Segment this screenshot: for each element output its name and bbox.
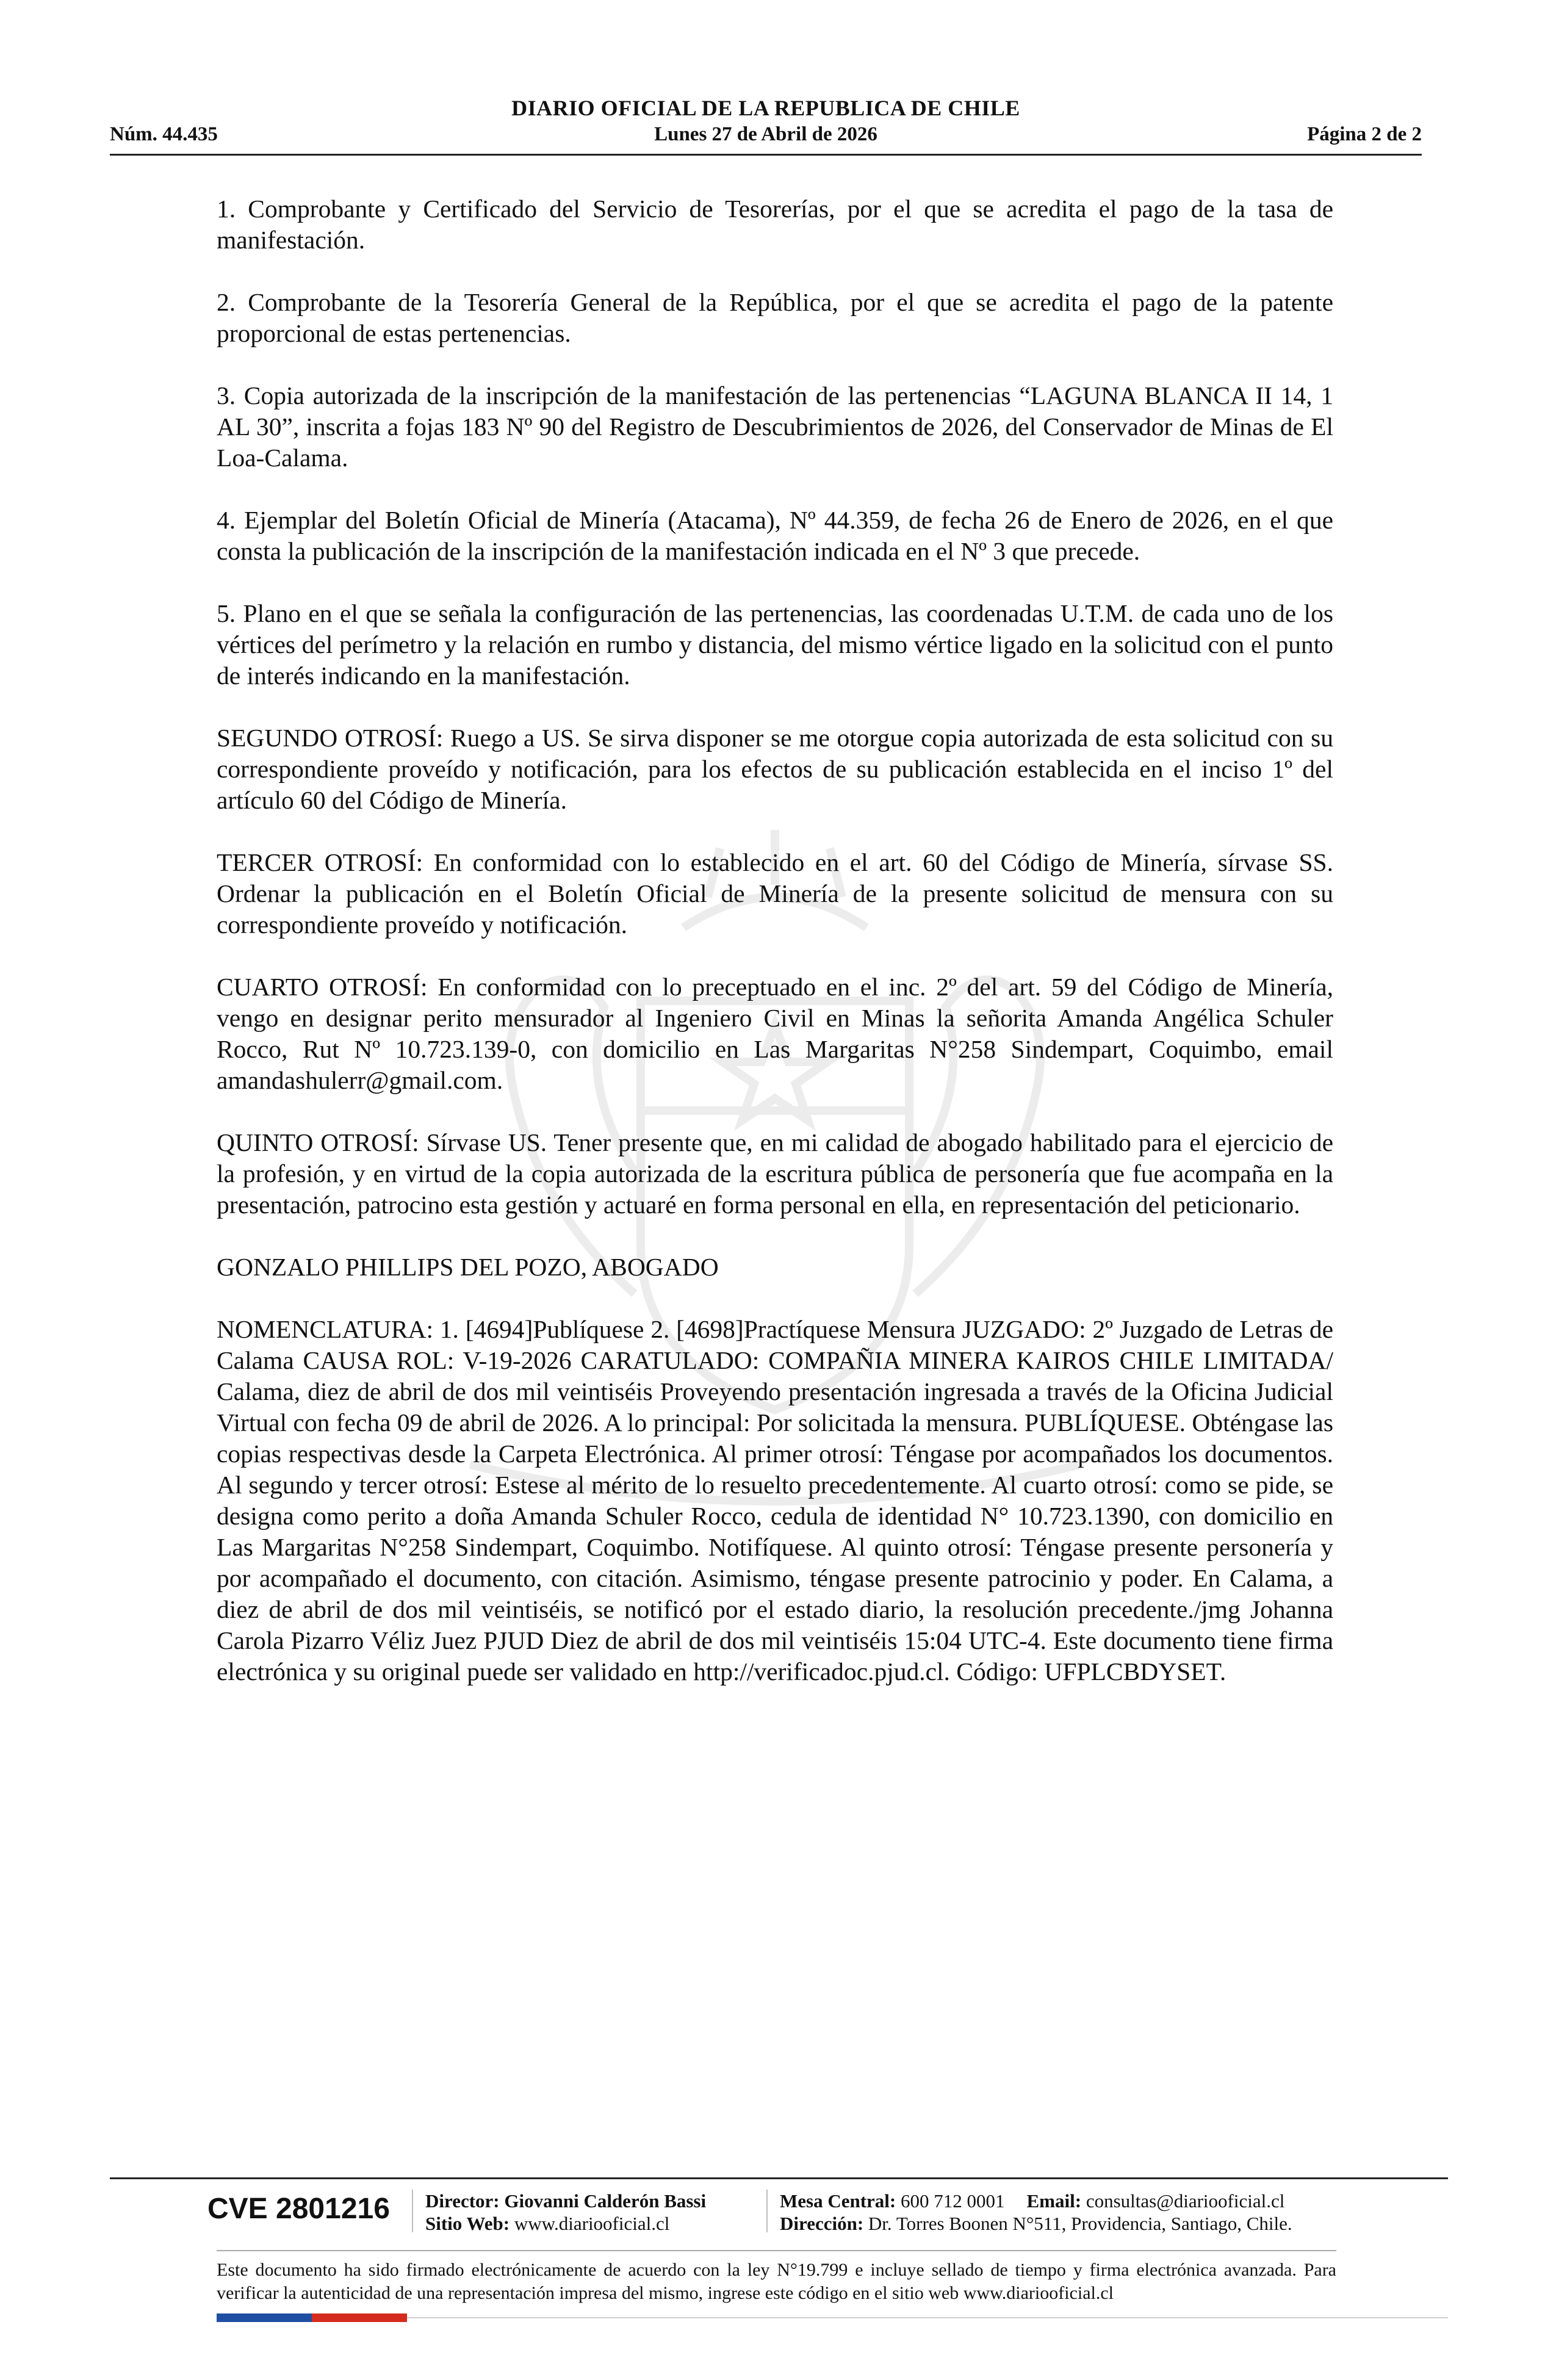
- paragraph: CUARTO OTROSÍ: En conformidad con lo preceptuado en el inc. 2º del art. 59 del Código de Minería, vengo en designar perito mensurador al Ingeniero Civil en Minas la señorita Amanda Angélica Schuler Rocco, Rut Nº 10.723.139-0, con domicilio en Las Margaritas N°258 Sindempart, Coquimbo, email amandashulerr@gmail.com.: [217, 973, 1333, 1094]
- contact-line: [780, 2190, 1292, 2212]
- phone-value: 600 712 0001: [901, 2190, 1005, 2212]
- footer-separator: [412, 2190, 413, 2232]
- address-value: Dr. Torres Boonen N°511, Providencia, Santiago, Chile.: [868, 2213, 1292, 2234]
- paragraph: 3. Copia autorizada de la inscripción de la manifestación de las pertenencias “LAGUNA BLANCA II 14, 1 AL 30”, inscrita a fojas 183 Nº 90 del Registro de Descubrimientos de 2026, del Conservador de Minas de El Loa-Calama.: [217, 381, 1333, 472]
- paragraph: TERCER OTROSÍ: En conformidad con lo establecido en el art. 60 del Código de Minería, sírvase SS. Ordenar la publicación en el Boletín Oficial de Minería de la presente solicitud de mensura con su correspondiente proveído y notificación.: [217, 848, 1333, 939]
- court-resolution-paragraph: NOMENCLATURA: 1. [4694]Publíquese 2. [4698]Practíquese Mensura JUZGADO: 2º Juzgado de Letras de Calama CAUSA ROL: V-19-2026 CARATULADO: COMPAÑIA MINERA KAIROS CHILE LIMITADA/ Calama, diez de abril de dos mil veintiséis Proveyendo presentación ingresada a través de la Oficina Judicial Virtual con fecha 09 de abril de 2026. A lo principal: Por solicitada la mensura. PUBLÍQUESE. Obténgase las copias respectivas desde la Carpeta Electrónica. Al primer otrosí: Téngase por acompañados los documentos. Al segundo y tercer otrosí: Estese al mérito de lo resuelto precedentemente. Al cuarto otrosí: como se pide, se designa como perito a doña Amanda Schuler Rocco, cedula de identidad N° 10.723.1390, con domicilio en Las Margaritas N°258 Sindempart, Coquimbo. Notifíquese. Al quinto otrosí: Téngase presente personería y por acompañado el documento, con citación. Asimismo, téngase presente patrocinio y poder. En Calama, a diez de abril de dos mil veintiséis, se notificó por el estado diario, la resolución precedente./jmg Johanna Carola Pizarro Véliz Juez PJUD Diez de abril de dos mil veintiséis 15:04 UTC-4. Este documento tiene firma electrónica y su original puede ser validado en http://verificadoc.pjud.cl. Código: UFPLCBDYSET.: [217, 1315, 1333, 1686]
- paragraph: SEGUNDO OTROSÍ: Ruego a US. Se sirva disponer se me otorgue copia autorizada de esta solicitud con su correspondiente proveído y notificación, para los efectos de su publicación establecida en el inciso 1º del artículo 60 del Código de Minería.: [217, 724, 1333, 814]
- footer-director-column: [425, 2190, 706, 2235]
- email-link[interactable]: consultas@diariooficial.cl: [1086, 2190, 1285, 2212]
- page-indicator: Página 2 de 2: [1307, 123, 1422, 145]
- footer-divider: [110, 2177, 1448, 2179]
- address-label: Dirección:: [780, 2213, 864, 2234]
- publication-title: DIARIO OFICIAL DE LA REPUBLICA DE CHILE: [511, 96, 1020, 120]
- footer-separator: [766, 2190, 768, 2232]
- signature-line: GONZALO PHILLIPS DEL POZO, ABOGADO: [217, 1253, 719, 1281]
- address-line: [780, 2212, 1292, 2235]
- footer-bottom-line: [407, 2317, 1448, 2318]
- paragraph: QUINTO OTROSÍ: Sírvase US. Tener presente que, en mi calidad de abogado habilitado para el ejercicio de la profesión, y en virtud de la copia autorizada de la escritura pública de personería que fue acompaña en la presentación, patrocino esta gestión y actuaré en forma personal en ella, en representación del peticionario.: [217, 1128, 1333, 1219]
- chile-flag-stripe: [217, 2313, 407, 2322]
- flag-blue-segment: [217, 2313, 312, 2322]
- paragraph: 4. Ejemplar del Boletín Oficial de Minería (Atacama), Nº 44.359, de fecha 26 de Enero de 2026, en el que consta la publicación de la inscripción de la manifestación indicada en el Nº 3 que precede.: [217, 506, 1333, 565]
- website-label: Sitio Web:: [425, 2213, 510, 2234]
- issue-number: Núm. 44.435: [110, 123, 218, 145]
- director-label: Director:: [425, 2190, 500, 2212]
- footer-divider-thin: [217, 2250, 1336, 2251]
- cve-code: CVE 2801216: [207, 2193, 390, 2225]
- footer-contact-column: [780, 2190, 1292, 2235]
- website-line: [425, 2212, 706, 2235]
- paragraph: 1. Comprobante y Certificado del Servicio de Tesorerías, por el que se acredita el pago de la tasa de manifestación.: [217, 195, 1333, 254]
- director-name: Giovanni Calderón Bassi: [504, 2190, 707, 2212]
- paragraph: 2. Comprobante de la Tesorería General de la República, por el que se acredita el pago de la patente proporcional de estas pertenencias.: [217, 288, 1333, 347]
- document-body: [217, 193, 1333, 1687]
- flag-red-segment: [312, 2313, 407, 2322]
- director-line: [425, 2190, 706, 2212]
- email-label: Email:: [1026, 2190, 1082, 2212]
- header-divider: [110, 154, 1422, 156]
- website-link[interactable]: www.diariooficial.cl: [514, 2213, 670, 2234]
- page-header: [110, 92, 1422, 153]
- issue-date: Lunes 27 de Abril de 2026: [654, 123, 877, 145]
- electronic-signature-note: Este documento ha sido firmado electrónicamente de acuerdo con la ley N°19.799 e incluye sellado de tiempo y firma electrónica avanzada. Para verificar la autenticidad de una representación impresa del mismo, ingrese este código en el sitio web www.diariooficial.cl: [217, 2260, 1336, 2303]
- paragraph: 5. Plano en el que se señala la configuración de las pertenencias, las coordenadas U.T.M. de cada uno de los vértices del perímetro y la relación en rumbo y distancia, del mismo vértice ligado en la solicitud con el punto de interés indicando en la manifestación.: [217, 599, 1333, 690]
- phone-label: Mesa Central:: [780, 2190, 896, 2212]
